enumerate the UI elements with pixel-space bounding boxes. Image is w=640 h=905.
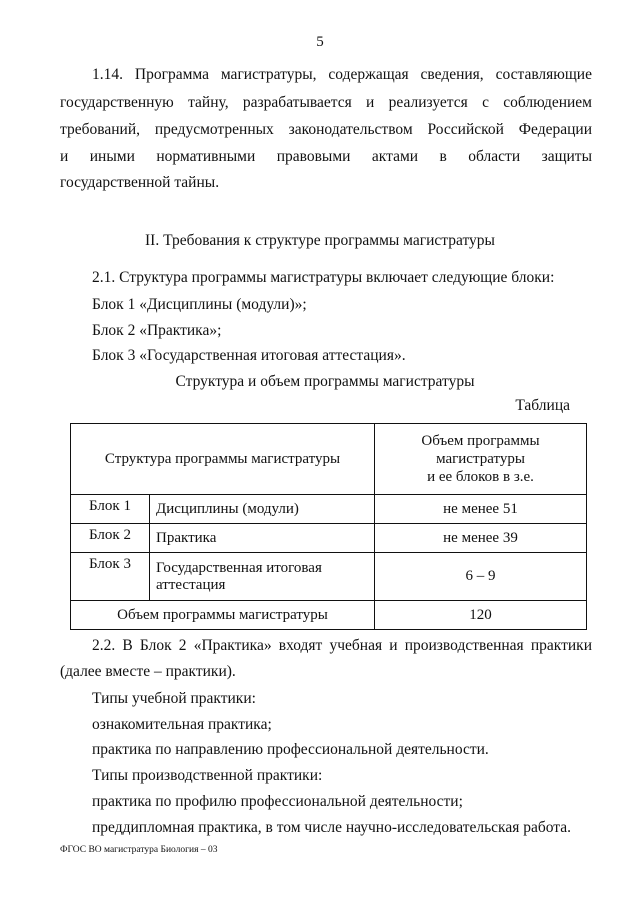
table-row	[71, 553, 587, 601]
list-item: Блок 3 «Государственная итоговая аттестация».	[92, 347, 406, 364]
block-volume-cell: 6 – 9	[375, 553, 587, 601]
block-cell: Блок 3	[71, 553, 150, 601]
block-name-cell: Дисциплины (модули)	[150, 495, 375, 524]
table-header-row	[71, 424, 587, 495]
block-cell: Блок 1	[71, 495, 150, 524]
list-item: практика по профилю профессиональной деятельности;	[92, 793, 463, 810]
paragraph-line: 1.14. Программа магистратуры, содержащая сведения, составляющие	[92, 66, 592, 83]
block-cell: Блок 2	[71, 524, 150, 553]
paragraph-line: государственную тайну, разрабатывается и реализуется с соблюдением	[60, 94, 592, 111]
list-item: преддипломная практика, в том числе научно-исследовательская работа.	[92, 819, 571, 836]
header-volume-line: и ее блоков в з.е.	[427, 469, 534, 485]
paragraph-line: требований, предусмотренных законодательством Российской Федерации	[60, 121, 592, 138]
section-heading: II. Требования к структуре программы магистратуры	[145, 232, 495, 249]
paragraph-line: и иными нормативными правовыми актами в области защиты	[60, 148, 592, 165]
structure-table	[70, 423, 587, 630]
table-label: Таблица	[515, 397, 570, 414]
paragraph-line: (далее вместе – практики).	[60, 663, 236, 680]
list-item: практика по направлению профессиональной деятельности.	[92, 741, 489, 758]
list-item: Блок 2 «Практика»;	[92, 322, 222, 339]
table-row	[71, 495, 587, 524]
paragraph-2-1: 2.1. Структура программы магистратуры включает следующие блоки:	[92, 269, 555, 286]
list-item: Типы производственной практики:	[92, 767, 323, 784]
table-row	[71, 524, 587, 553]
page-number: 5	[316, 34, 324, 50]
block-name-cell: Практика	[150, 524, 375, 553]
header-structure: Структура программы магистратуры	[71, 424, 375, 495]
table-caption: Структура и объем программы магистратуры	[175, 373, 475, 390]
header-volume-line: Объем программы	[421, 433, 540, 449]
header-volume	[375, 424, 587, 495]
total-label-cell: Объем программы магистратуры	[71, 601, 375, 630]
header-volume-line: магистратуры	[436, 451, 525, 467]
table-total-row	[71, 601, 587, 630]
list-item: ознакомительная практика;	[92, 716, 272, 733]
paragraph-line: 2.2. В Блок 2 «Практика» входят учебная и производственная практики	[92, 637, 592, 654]
block-name-cell: Государственная итоговая аттестация	[150, 553, 375, 601]
block-volume-cell: не менее 51	[375, 495, 587, 524]
paragraph-line: государственной тайны.	[60, 174, 220, 191]
block-volume-cell: не менее 39	[375, 524, 587, 553]
list-item: Блок 1 «Дисциплины (модули)»;	[92, 296, 307, 313]
total-value-cell: 120	[375, 601, 587, 630]
footer-text: ФГОС ВО магистратура Биология – 03	[60, 845, 218, 855]
list-item: Типы учебной практики:	[92, 690, 256, 707]
